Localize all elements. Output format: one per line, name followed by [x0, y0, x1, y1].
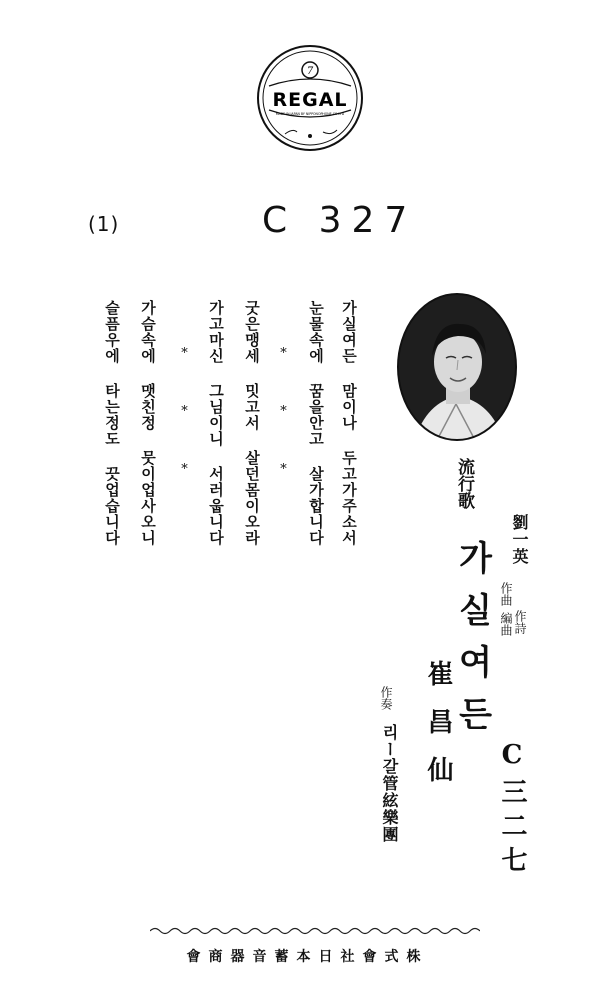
lyricist-role: 作詩	[513, 610, 527, 634]
verse-separator: *	[276, 462, 291, 477]
singer-name: 崔昌仙	[423, 660, 453, 804]
regal-logo	[255, 42, 365, 154]
lyric-line: 슬픔우에 타는정도 끗업습니다	[103, 300, 121, 546]
song-genre: 流行歌	[454, 458, 474, 509]
verse-separator: *	[276, 404, 291, 419]
regal-fine-print: MADE IN JAPAN BY NIPPONOPHONE CO LTD	[275, 112, 345, 116]
side-number: (1)	[88, 212, 120, 236]
lyric-line: 가실여든 맘이나 두고가주소서	[340, 300, 358, 546]
lyric-line: 가고마신 그님이니 서러웁니다	[207, 300, 225, 546]
lyricist-name: 劉一英	[510, 514, 529, 565]
verse-separator: *	[177, 346, 192, 361]
svg-text:7: 7	[306, 66, 314, 77]
verse-separator: *	[177, 462, 192, 477]
verse-separator: *	[177, 404, 192, 419]
song-title: 가실여든	[452, 540, 492, 748]
record-company: 會商器音蓄本日社會式株	[186, 949, 429, 965]
singer-portrait	[396, 292, 518, 442]
verse-separator: *	[276, 346, 291, 361]
composer-role: 作曲	[499, 582, 513, 606]
catalog-number: C 327	[262, 200, 418, 241]
lyric-line: 굿은맹세 밋고서 살던몸이오라	[243, 300, 261, 546]
lyric-line: 가슴속에 맷친정 뭇이업사오니	[139, 300, 157, 546]
performer-role: 作奏	[379, 686, 393, 710]
orchestra-name: 리ー갈管絃樂團	[380, 724, 399, 843]
lyric-line: 눈물속에 꿈을안고 살가합니다	[307, 300, 325, 546]
wavy-divider	[150, 926, 480, 936]
catalog-number-kanji: C三二七	[497, 740, 527, 880]
arranger-role: 編曲	[499, 612, 513, 636]
regal-brand-text: REGAL	[272, 89, 348, 111]
